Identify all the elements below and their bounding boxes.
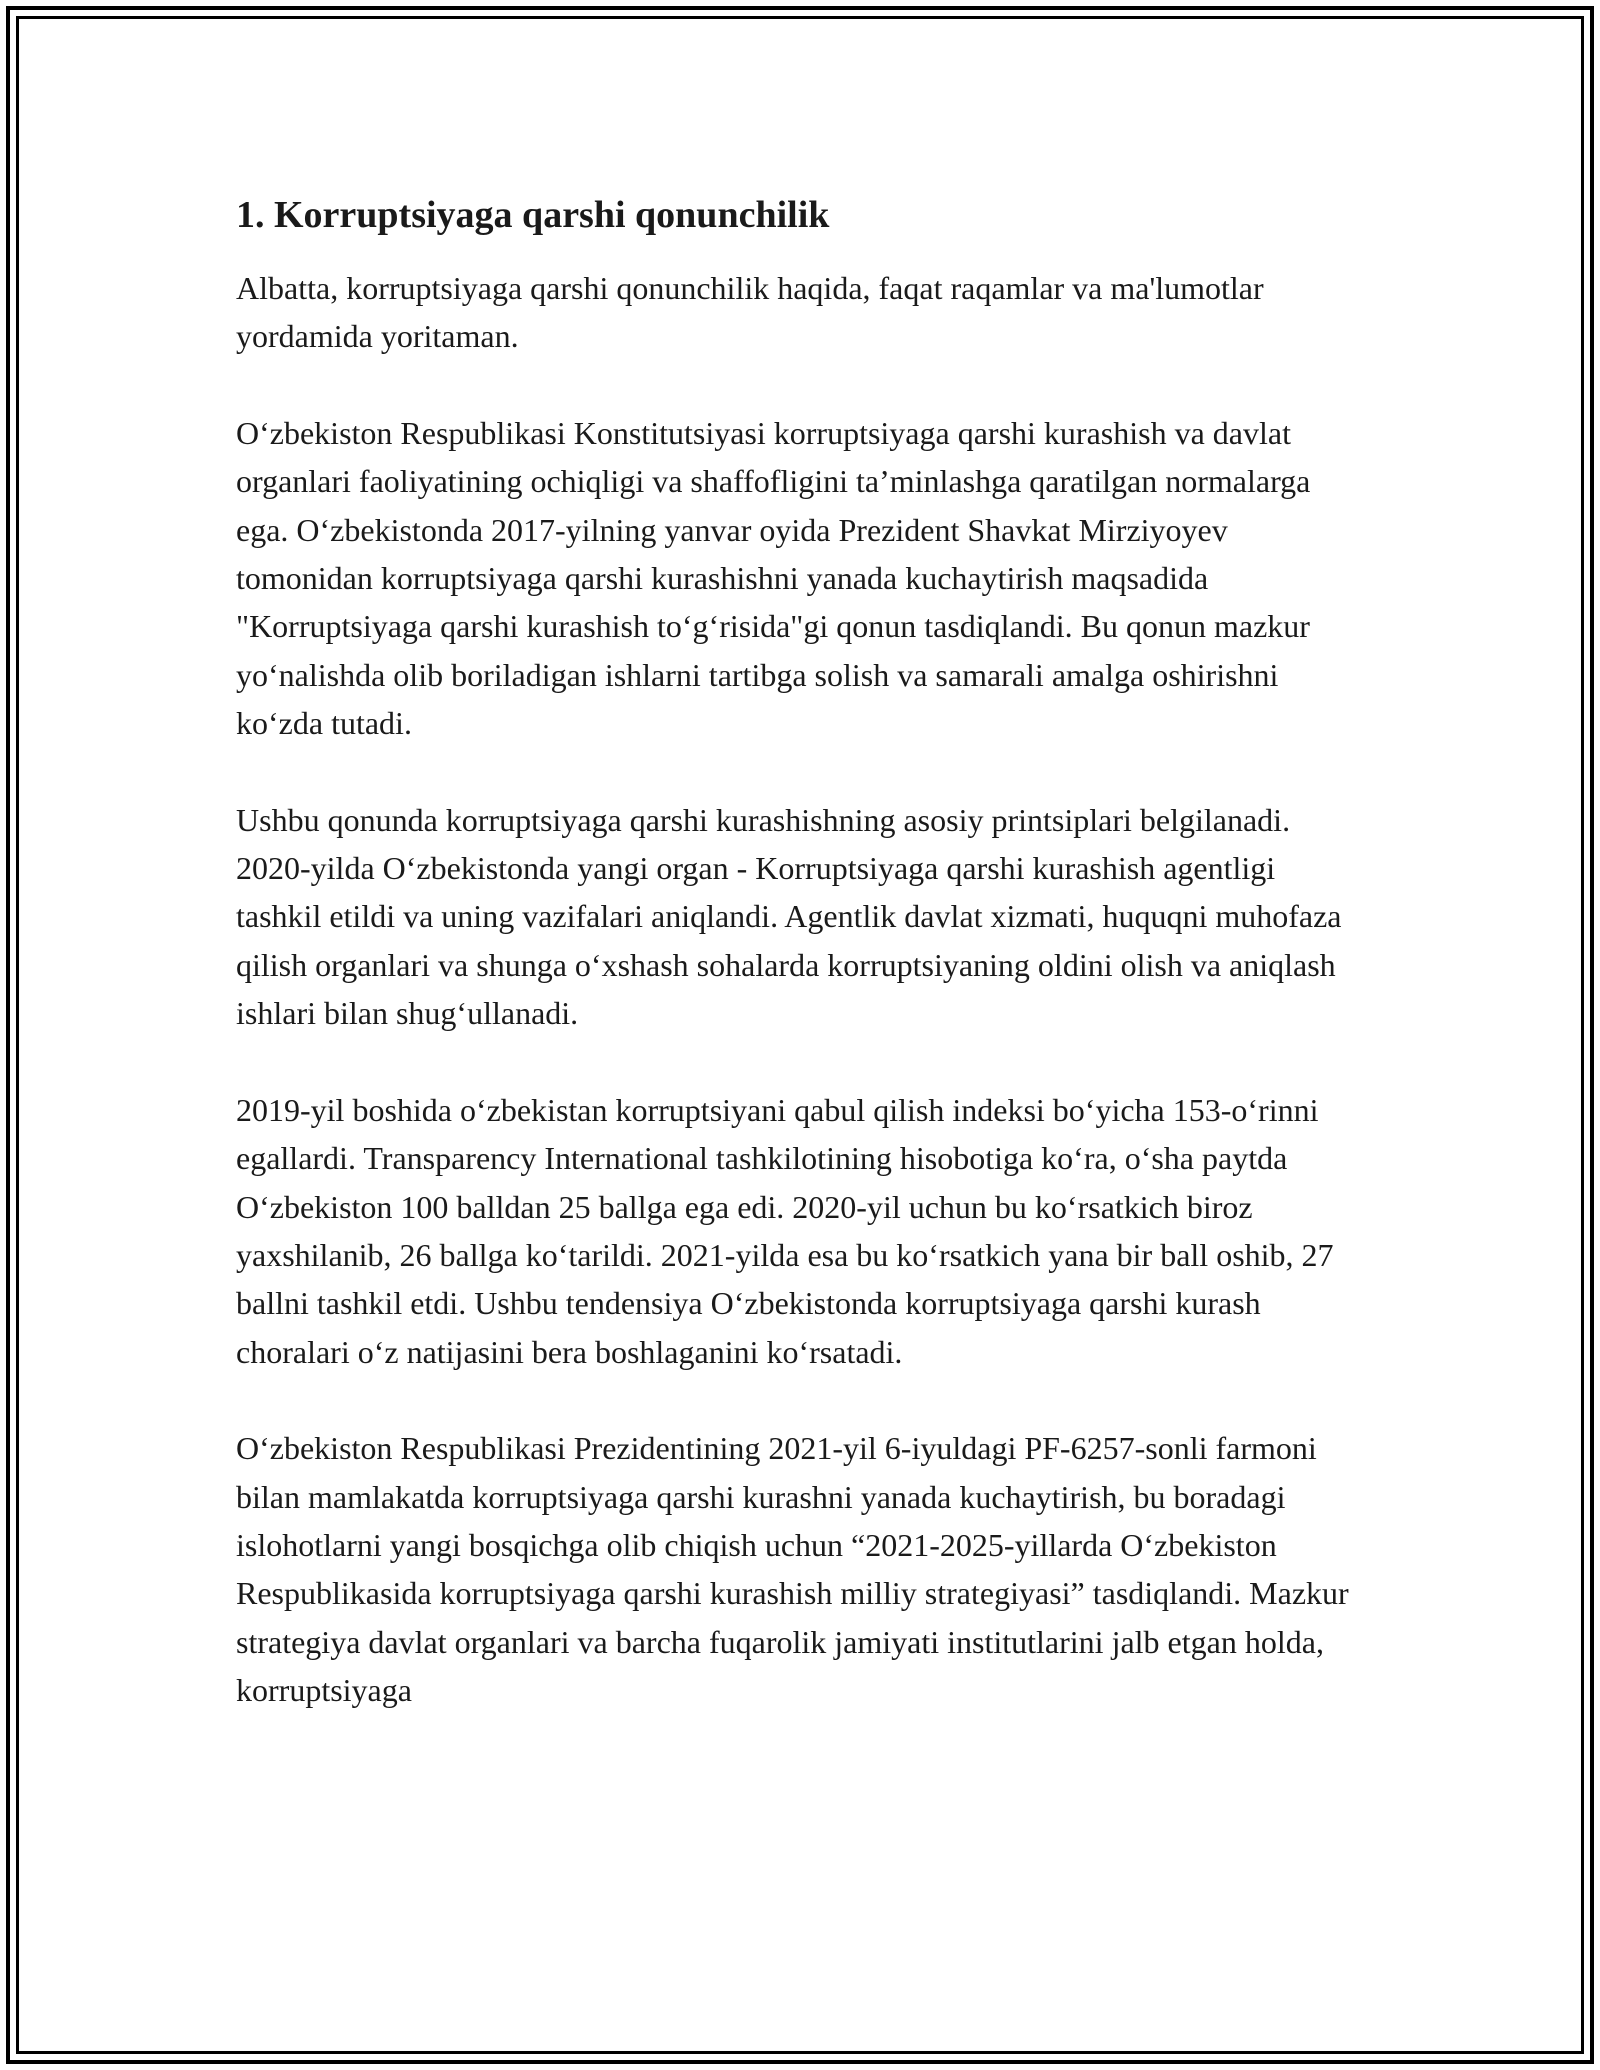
paragraph-strategy: O‘zbekiston Respublikasi Prezidentining 2021-yil 6-iyuldagi PF-6257-sonli farmoni bilan mamlakatda korruptsiyaga qarshi kurashni yanada kuchaytirish, bu boradagi islohotlarni yangi bosqichga olib chiqish uchun “2021-2025-yillarda O‘zbekiston Respublikasida korruptsiyaga qarshi kurashish milliy strategiyasi” tasdiqlandi. Mazkur strategiya davlat organlari va barcha fuqarolik jamiyati institutlarini jalb etgan holda, korruptsiyaga (236, 1430, 1349, 1709)
paragraph-intro: Albatta, korruptsiyaga qarshi qonunchilik haqida, faqat raqamlar va ma'lumotlar yordamida yoritaman. (236, 270, 1264, 355)
paragraph-agency: Ushbu qonunda korruptsiyaga qarshi kurashishning asosiy printsiplari belgilanadi. 2020-yilda O‘zbekistonda yangi organ - Korruptsiyaga qarshi kurashish agentligi tashkil etildi va uning vazifalari aniqlandi. Agentlik davlat xizmati, huquqni muhofaza qilish organlari va shunga o‘xshash sohalarda korruptsiyaning oldini olish va aniqlash ishlari bilan shug‘ullanadi. (236, 801, 1342, 1032)
section-heading: 1. Korruptsiyaga qarshi qonunchilik (236, 194, 830, 236)
paragraph-constitution: O‘zbekiston Respublikasi Konstitutsiyasi korruptsiyaga qarshi kurashish va davlat organlari faoliyatining ochiqligi va shaffofligini ta’minlashga qaratilgan normalarga ega. O‘zbekistonda 2017-yilning yanvar oyida Prezident Shavkat Mirziyoyev tomonidan korruptsiyaga qarshi kurashishni yanada kuchaytirish maqsadida "Korruptsiyaga qarshi kurashish to‘g‘risida"gi qonun tasdiqlandi. Bu qonun mazkur yo‘nalishda olib boriladigan ishlarni tartibga solish va samarali amalga oshirishni ko‘zda tutadi. (236, 414, 1311, 742)
paragraph-index: 2019-yil boshida o‘zbekistan korruptsiyani qabul qilish indeksi bo‘yicha 153-o‘rinni egallardi. Transparency International tashkilotining hisobotiga ko‘ra, o‘sha paytda O‘zbekiston 100 balldan 25 ballga ega edi. 2020-yil uchun bu ko‘rsatkich biroz yaxshilanib, 26 ballga ko‘tarildi. 2021-yilda esa bu ko‘rsatkich yana bir ball oshib, 27 ballni tashkil etdi. Ushbu tendensiya O‘zbekistonda korruptsiyaga qarshi kurash choralari o‘z natijasini bera boshlaganini ko‘rsatadi. (236, 1091, 1334, 1370)
document-body (236, 188, 1366, 1763)
